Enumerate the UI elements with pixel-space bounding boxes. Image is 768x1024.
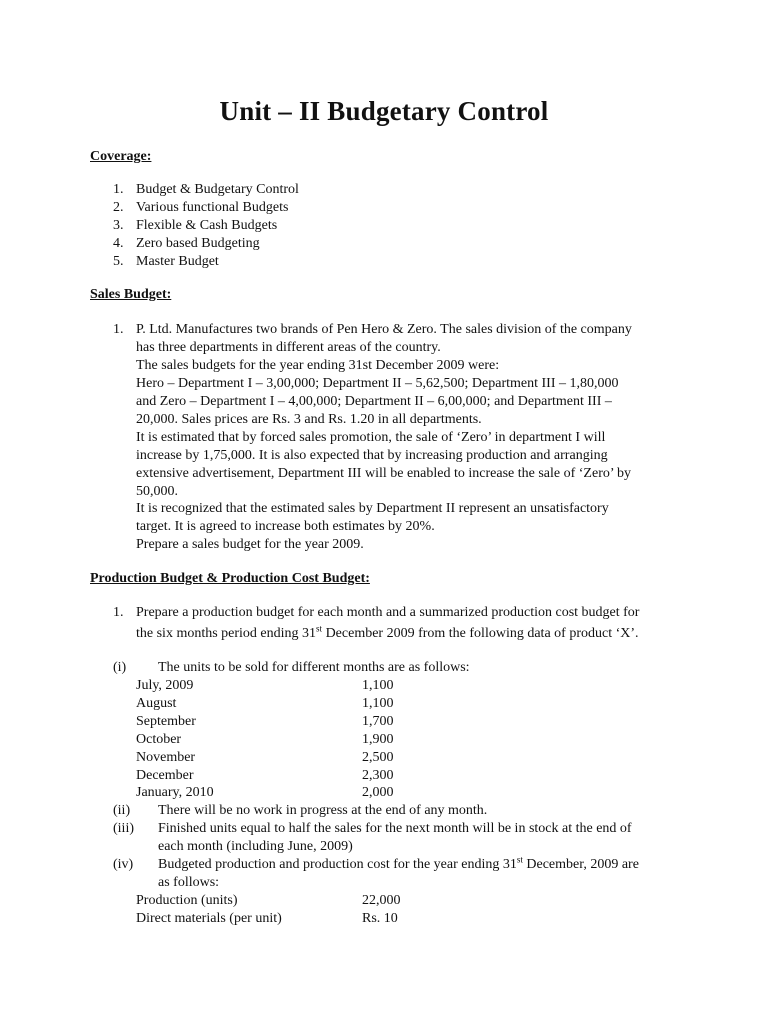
point-text: There will be no work in progress at the end of any month.: [158, 803, 488, 818]
question-text-line: It is estimated that by forced sales promotion, the sale of ‘Zero’ in department I will: [136, 430, 606, 445]
point-text: as follows:: [158, 875, 220, 890]
question-text-line: has three departments in different areas of the country.: [136, 340, 441, 355]
question-text-line: target. It is agreed to increase both estimates by 20%.: [136, 519, 435, 534]
point-number: (iii): [113, 821, 134, 836]
list-item-number: 1.: [113, 182, 124, 197]
list-item: Master Budget: [136, 254, 219, 269]
cost-label: Production (units): [136, 893, 238, 908]
question-text-line: 20,000. Sales prices are Rs. 3 and Rs. 1.20 in all departments.: [136, 412, 482, 427]
cost-value: 22,000: [362, 893, 401, 908]
question-text-line: The sales budgets for the year ending 31st December 2009 were:: [136, 358, 500, 373]
month-units: 2,000: [362, 785, 394, 800]
list-item: Zero based Budgeting: [136, 236, 260, 251]
cost-label: Direct materials (per unit): [136, 911, 282, 926]
month-units: 1,700: [362, 714, 394, 729]
cost-value: Rs. 10: [362, 911, 398, 926]
production-budget-heading: Production Budget & Production Cost Budget:: [90, 571, 370, 586]
point-number: (iv): [113, 857, 134, 872]
point-number: (ii): [113, 803, 131, 818]
question-number: 1.: [113, 322, 124, 337]
question-text-line: increase by 1,75,000. It is also expected that by increasing production and arranging: [136, 448, 608, 463]
point-text: The units to be sold for different months are as follows:: [158, 660, 470, 675]
question-text-line: P. Ltd. Manufactures two brands of Pen Hero & Zero. The sales division of the company: [136, 322, 632, 337]
question-text-line: It is recognized that the estimated sales by Department II represent an unsatisfactory: [136, 501, 609, 516]
list-item: Various functional Budgets: [136, 200, 289, 215]
month-label: November: [136, 750, 196, 765]
sales-budget-heading: Sales Budget:: [90, 287, 172, 302]
list-item: Budget & Budgetary Control: [136, 182, 299, 197]
point-number: (i): [113, 660, 127, 675]
month-units: 1,100: [362, 678, 394, 693]
question-text-line: Prepare a production budget for each month and a summarized production cost budget for: [136, 605, 640, 620]
month-units: 1,900: [362, 732, 394, 747]
point-text: each month (including June, 2009): [158, 839, 353, 854]
month-units: 2,300: [362, 768, 394, 783]
question-text-line: and Zero – Department I – 4,00,000; Department II – 6,00,000; and Department III –: [136, 394, 612, 409]
question-text-line: Hero – Department I – 3,00,000; Department II – 5,62,500; Department III – 1,80,000: [136, 376, 619, 391]
point-text: Budgeted production and production cost for the year ending 31st December, 2009 are: [158, 854, 639, 872]
list-item-number: 5.: [113, 254, 124, 269]
month-label: September: [136, 714, 196, 729]
month-units: 2,500: [362, 750, 394, 765]
list-item: Flexible & Cash Budgets: [136, 218, 278, 233]
question-text-line: extensive advertisement, Department III will be enabled to increase the sale of ‘Zero’ by: [136, 466, 631, 481]
month-label: July, 2009: [136, 678, 194, 693]
month-label: January, 2010: [136, 785, 214, 800]
list-item-number: 3.: [113, 218, 124, 233]
page-title: Unit – II Budgetary Control: [219, 96, 549, 126]
question-text-line: the six months period ending 31st December 2009 from the following data of product ‘X’.: [136, 623, 639, 641]
question-text-line: 50,000.: [136, 484, 178, 499]
point-text: Finished units equal to half the sales for the next month will be in stock at the end of: [158, 821, 632, 836]
list-item-number: 2.: [113, 200, 124, 215]
month-label: August: [136, 696, 177, 711]
month-label: December: [136, 768, 194, 783]
question-number: 1.: [113, 605, 124, 620]
coverage-heading: Coverage:: [90, 149, 152, 164]
question-text-line: Prepare a sales budget for the year 2009.: [136, 537, 364, 552]
month-label: October: [136, 732, 182, 747]
month-units: 1,100: [362, 696, 394, 711]
list-item-number: 4.: [113, 236, 124, 251]
